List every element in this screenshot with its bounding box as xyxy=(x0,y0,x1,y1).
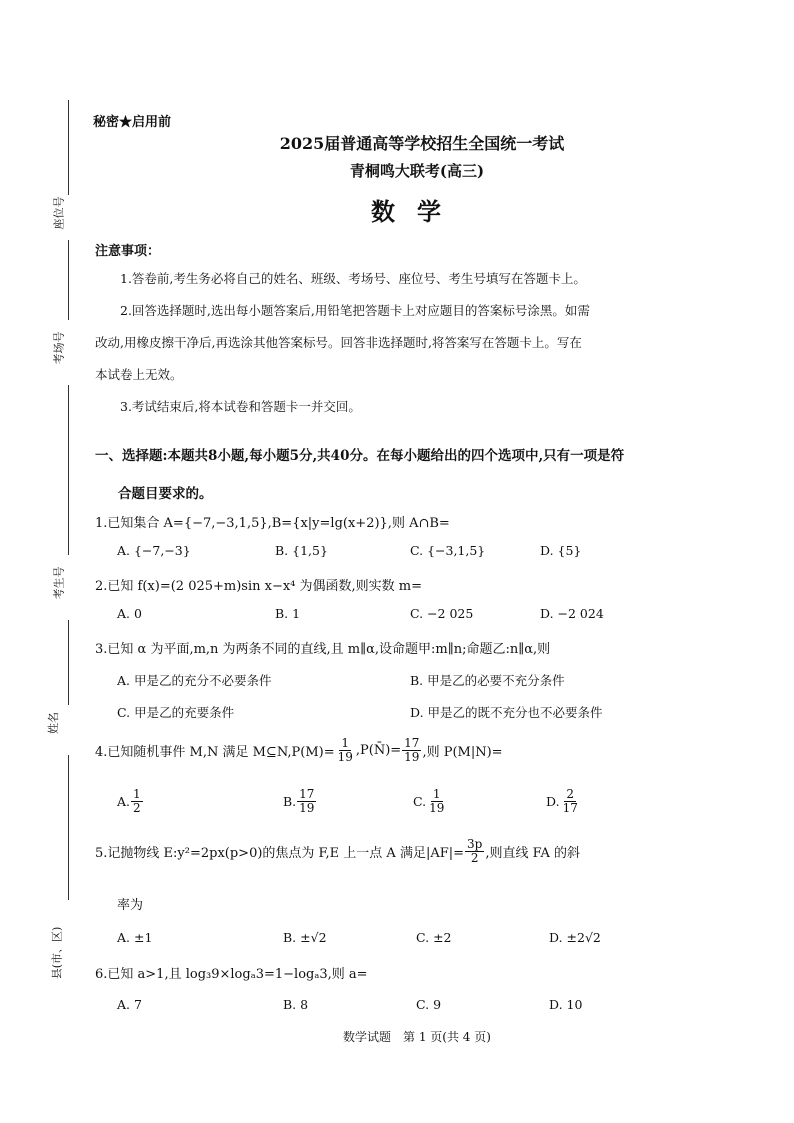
fraction-den: 19 xyxy=(429,801,445,815)
exam-title: 2025届普通高等学校招生全国统一考试 xyxy=(279,134,565,153)
question-3-option-a: A. 甲是乙的充分不必要条件 xyxy=(117,673,272,688)
option-label: A. xyxy=(117,794,131,809)
question-4-option-c xyxy=(413,788,447,815)
fraction-num: 2 xyxy=(566,787,575,801)
question-6-option-d: D. 10 xyxy=(549,997,583,1012)
sidebar-line xyxy=(68,240,69,320)
fraction xyxy=(402,737,421,764)
fraction-den: 2 xyxy=(470,851,479,865)
question-4-stem-mid: ,P(N̄)= xyxy=(355,743,402,758)
subject-title: 数学 xyxy=(371,197,463,226)
fraction-den: 19 xyxy=(299,801,315,815)
fraction-num: 1 xyxy=(133,787,141,801)
fraction-num: 3p xyxy=(467,837,483,851)
fraction-num: 17 xyxy=(404,736,420,750)
question-4-stem-pre: 4.已知随机事件 M,N 满足 M⊆N,P(M)= xyxy=(95,745,335,760)
question-6-option-b: B. 8 xyxy=(283,997,309,1012)
question-4-option-d xyxy=(546,788,581,815)
question-6-option-a: A. 7 xyxy=(117,997,142,1012)
notice-item-1: 1.答卷前,考生务必将自己的姓名、班级、考场号、座位号、考生号填写在答题卡上。 xyxy=(120,271,586,286)
question-4-option-a xyxy=(117,788,144,815)
sidebar-label-examid: 考生号 xyxy=(52,566,66,600)
question-5-option-a: A. ±1 xyxy=(117,930,153,945)
section-heading: 一、选择题:本题共8小题,每小题5分,共40分。在每小题给出的四个选项中,只有一项是符 xyxy=(95,448,625,464)
notice-item-2: 2.回答选择题时,选出每小题答案后,用铅笔把答题卡上对应题目的答案标号涂黑。如需 xyxy=(120,303,590,318)
question-1-option-a: A. {−7,−3} xyxy=(117,543,191,558)
sidebar-line xyxy=(68,755,69,900)
fraction xyxy=(336,737,355,764)
fraction-den: 19 xyxy=(337,750,353,764)
question-2-option-c: C. −2 025 xyxy=(410,606,474,621)
question-1-stem: 1.已知集合 A={−7,−3,1,5},B={x|y=lg(x+2)},则 A∩B= xyxy=(95,516,450,531)
exam-subtitle: 青桐鸣大联考(高三) xyxy=(349,162,485,180)
question-3-option-c: C. 甲是乙的充要条件 xyxy=(117,705,235,720)
fraction-den: 2 xyxy=(133,801,141,815)
question-4-option-b xyxy=(283,788,317,815)
question-1-option-d: D. {5} xyxy=(540,543,582,558)
sidebar-label-seat: 座位号 xyxy=(52,196,66,230)
notice-heading: 注意事项： xyxy=(95,244,161,259)
question-2-option-a: A. 0 xyxy=(117,606,142,621)
question-5-option-c: C. ±2 xyxy=(416,930,452,945)
question-2-option-d: D. −2 024 xyxy=(540,606,604,621)
fraction xyxy=(561,788,580,815)
fraction-num: 17 xyxy=(299,787,315,801)
question-5-stem-cont: 率为 xyxy=(117,898,144,913)
question-3-option-d: D. 甲是乙的既不充分也不必要条件 xyxy=(410,705,603,720)
sidebar-line xyxy=(68,620,69,705)
page-footer: 数学试题 第 1 页(共 4 页) xyxy=(343,1030,491,1044)
sidebar-label-county: 县(市、区) xyxy=(50,926,64,980)
question-5-stem-pre: 5.记抛物线 E:y²=2px(p>0)的焦点为 F,E 上一点 A 满足|AF|= xyxy=(95,846,465,861)
question-5-option-d: D. ±2√2 xyxy=(549,930,601,945)
question-1-option-b: B. {1,5} xyxy=(275,543,328,558)
fraction-den: 19 xyxy=(404,750,420,764)
question-5-stem-post: ,则直线 FA 的斜 xyxy=(485,846,581,861)
question-4-stem xyxy=(95,737,503,764)
sidebar-label-room: 考场号 xyxy=(52,331,66,365)
question-6-stem: 6.已知 a>1,且 log₃9×logₐ3=1−logₐ3,则 a= xyxy=(95,967,368,982)
notice-item-2-cont: 改动,用橡皮擦干净后,再选涂其他答案标号。回答非选择题时,将答案写在答题卡上。写在 xyxy=(95,335,582,350)
fraction xyxy=(297,788,316,815)
question-6-option-c: C. 9 xyxy=(416,997,442,1012)
section-heading-cont: 合题目要求的。 xyxy=(118,486,213,502)
option-label: C. xyxy=(413,794,427,809)
sidebar-line xyxy=(68,385,69,555)
fraction-den: 17 xyxy=(562,801,578,815)
option-label: B. xyxy=(283,794,297,809)
question-3-option-b: B. 甲是乙的必要不充分条件 xyxy=(410,673,565,688)
question-2-stem: 2.已知 f(x)=(2 025+m)sin x−x⁴ 为偶函数,则实数 m= xyxy=(95,579,423,594)
question-1-option-c: C. {−3,1,5} xyxy=(410,543,486,558)
sidebar-label-name: 姓名 xyxy=(47,712,60,734)
notice-item-2-cont2: 本试卷上无效。 xyxy=(95,367,183,382)
question-2-option-b: B. 1 xyxy=(275,606,301,621)
question-5-stem xyxy=(95,838,580,865)
question-3-stem: 3.已知 α 为平面,m,n 为两条不同的直线,且 m∥α,设命题甲:m∥n;命题乙:n∥α,则 xyxy=(95,642,551,657)
fraction-num: 1 xyxy=(341,736,350,750)
question-4-stem-post: ,则 P(M|N)= xyxy=(422,745,503,760)
option-label: D. xyxy=(546,794,560,809)
fraction xyxy=(427,788,446,815)
fraction xyxy=(465,838,484,865)
question-5-option-b: B. ±√2 xyxy=(283,930,327,945)
fraction-num: 1 xyxy=(432,787,441,801)
secret-mark: 秘密★启用前 xyxy=(93,115,172,130)
fraction xyxy=(131,788,143,815)
notice-item-3: 3.考试结束后,将本试卷和答题卡一并交回。 xyxy=(120,399,361,414)
